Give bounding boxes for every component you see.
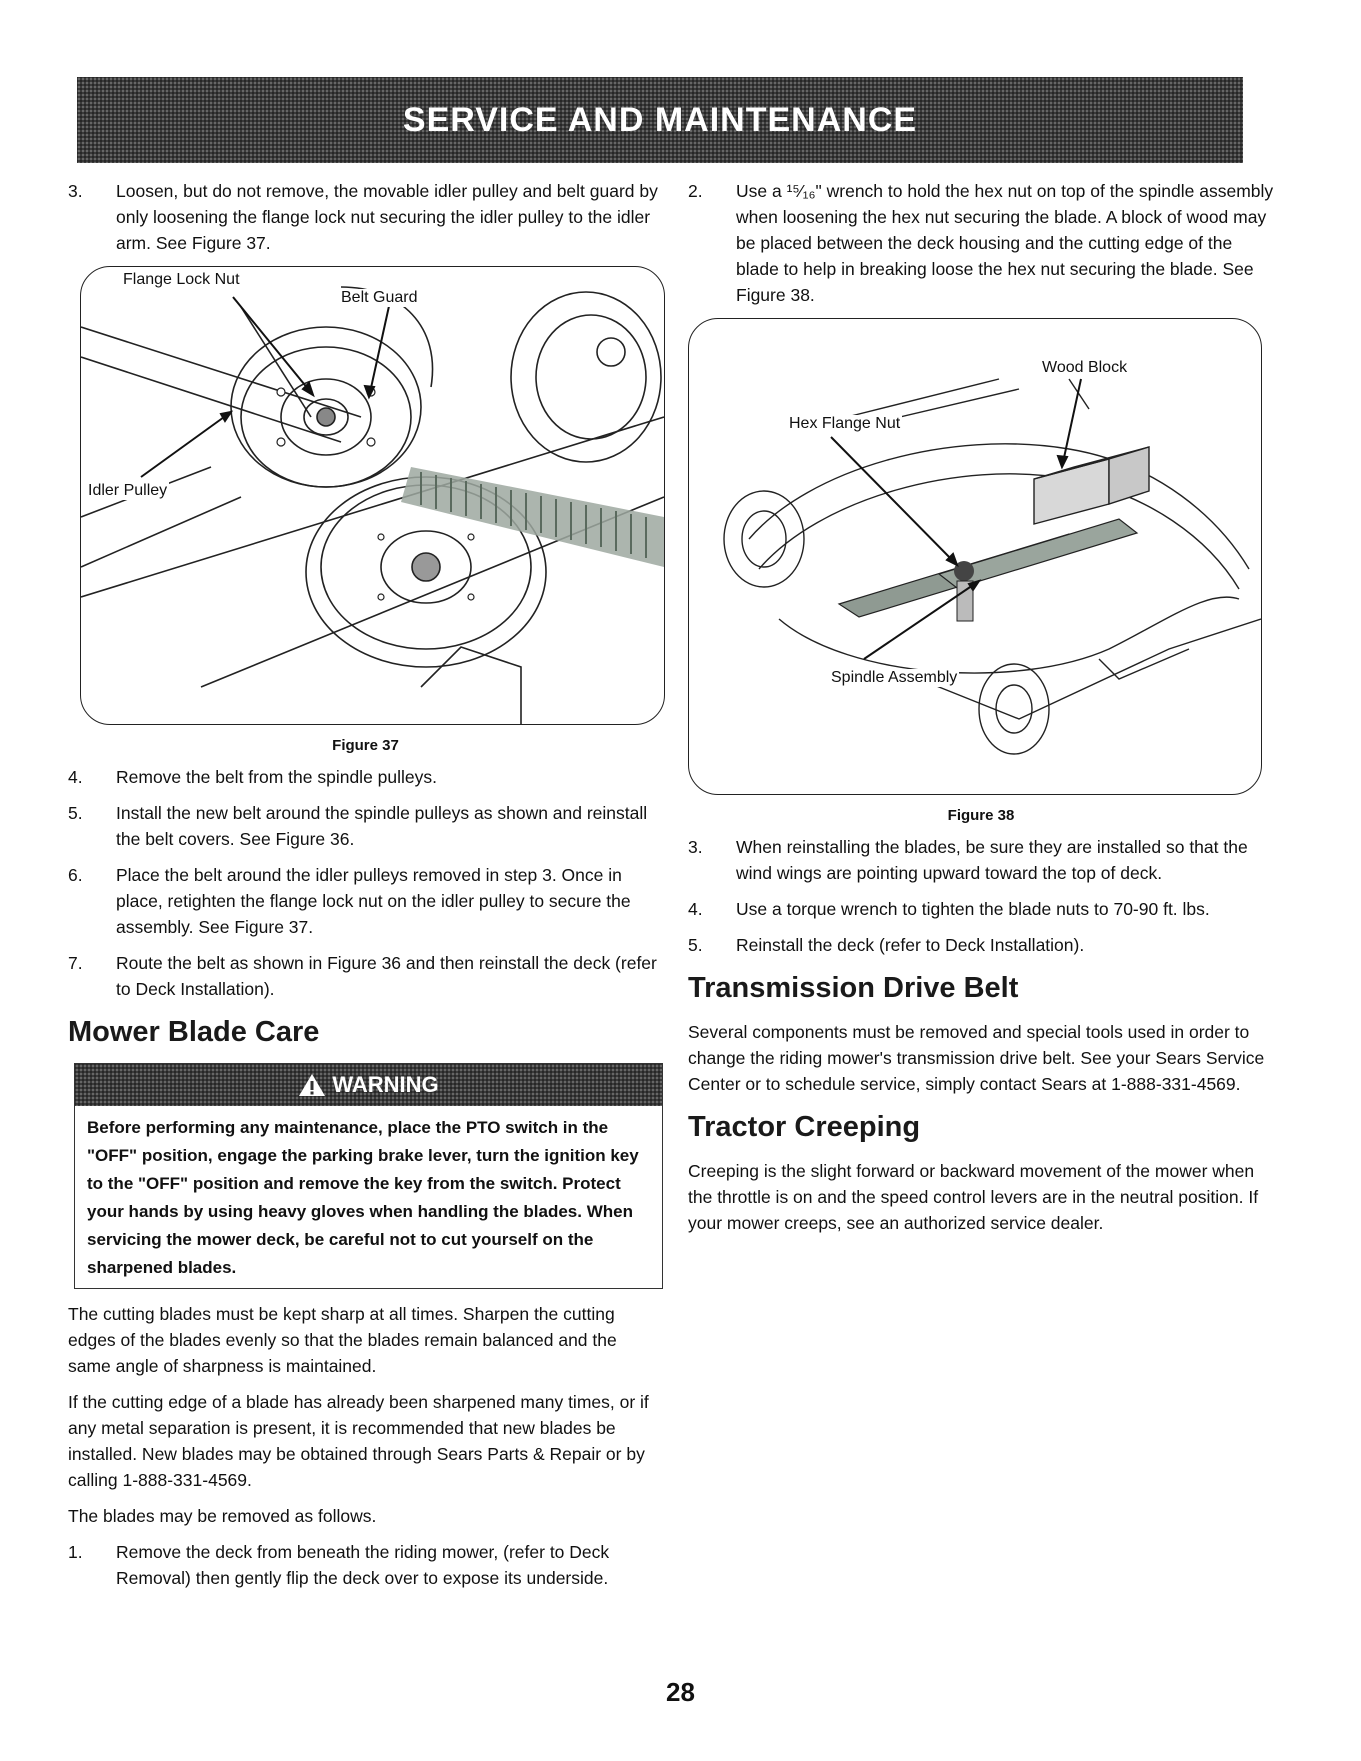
step-1 xyxy=(68,1539,663,1591)
warning-box xyxy=(74,1063,663,1289)
right-column xyxy=(688,178,1274,1246)
callout-flange-lock-nut: Flange Lock Nut xyxy=(123,271,240,288)
callout-idler-pulley: Idler Pulley xyxy=(88,482,168,499)
step-5 xyxy=(68,800,663,852)
step-number: 5. xyxy=(68,803,83,823)
step-number: 4. xyxy=(68,767,83,787)
step-5 xyxy=(688,932,1274,958)
mower-deck-illustration xyxy=(689,319,1261,794)
section-title: SERVICE AND MAINTENANCE xyxy=(402,100,918,139)
step-number: 6. xyxy=(68,865,83,885)
step-7 xyxy=(68,950,663,1002)
callout-hex-flange-nut: Hex Flange Nut xyxy=(789,415,901,432)
step-text: When reinstalling the blades, be sure they are installed so that the wind wings are pointing upward toward the top of deck. xyxy=(736,837,1248,883)
warning-text: Before performing any maintenance, place the PTO switch in the "OFF" position, engage the parking brake lever, turn the ignition key to the "OFF" position and remove the key from the switch. Protect your hands by using heavy gloves when handling the blades. When servicing the mower deck, be careful not to cut yourself on the sharpened blades. xyxy=(87,1118,639,1277)
step-text: Install the new belt around the spindle pulleys as shown and reinstall the belt covers. See Figure 36. xyxy=(116,803,648,849)
paragraph: The blades may be removed as follows. xyxy=(68,1506,377,1526)
figure-37 xyxy=(80,266,665,725)
step-3 xyxy=(68,178,663,256)
step-6 xyxy=(68,862,663,940)
warning-triangle-icon xyxy=(298,1073,326,1097)
left-column xyxy=(68,178,663,1601)
heading-tractor-creeping: Tractor Creeping xyxy=(688,1111,921,1143)
step-4 xyxy=(68,764,663,790)
step-text: Reinstall the deck (refer to Deck Installation). xyxy=(736,935,1085,955)
step-3 xyxy=(688,834,1274,886)
step-2 xyxy=(688,178,1274,308)
step-text: Loosen, but do not remove, the movable idler pulley and belt guard by only loosening the flange lock nut securing the idler pulley to the idler arm. See Figure 37. xyxy=(116,181,658,253)
section-header-bar xyxy=(77,77,1243,163)
step-text: Use a ¹⁵⁄₁₆" wrench to hold the hex nut on top of the spindle assembly when loosening the hex nut securing the blade. A block of wood may be placed between the deck housing and the cutting edge of the blade to help in breaking loose the hex nut securing the blade. See Figure 38. xyxy=(736,181,1274,305)
warning-header xyxy=(75,1064,662,1106)
step-text: Route the belt as shown in Figure 36 and then reinstall the deck (refer to Deck Installation). xyxy=(116,953,657,999)
figure-37-caption: Figure 37 xyxy=(332,737,399,754)
step-text: Remove the belt from the spindle pulleys. xyxy=(116,767,437,787)
step-number: 7. xyxy=(68,953,83,973)
callout-spindle-assembly: Spindle Assembly xyxy=(831,669,958,686)
callout-wood-block: Wood Block xyxy=(1042,359,1128,376)
figure-38-caption: Figure 38 xyxy=(947,807,1015,824)
step-number: 3. xyxy=(68,181,83,201)
heading-transmission-drive-belt: Transmission Drive Belt xyxy=(688,972,1019,1004)
figure-38 xyxy=(688,318,1262,795)
paragraph: If the cutting edge of a blade has already been sharpened many times, or if any metal separation is present, it is recommended that new blades be installed. New blades may be obtained through Sears Parts & Repair or by calling 1-888-331-4569. xyxy=(68,1392,649,1490)
step-text: Place the belt around the idler pulleys removed in step 3. Once in place, retighten the flange lock nut on the idler pulley to secure the assembly. See Figure 37. xyxy=(116,865,631,937)
step-number: 1. xyxy=(68,1542,83,1562)
step-number: 5. xyxy=(688,935,703,955)
warning-title: WARNING xyxy=(332,1072,439,1097)
step-number: 4. xyxy=(688,899,703,919)
paragraph: The cutting blades must be kept sharp at all times. Sharpen the cutting edges of the blades evenly so that the blades remain balanced and the same angle of sharpness is maintained. xyxy=(68,1304,617,1376)
paragraph: Creeping is the slight forward or backward movement of the mower when the throttle is on and the speed control levers are in the neutral position. If your mower creeps, see an authorized service dealer. xyxy=(688,1161,1259,1233)
step-4 xyxy=(688,896,1274,922)
page-number: 28 xyxy=(666,1677,695,1707)
step-number: 2. xyxy=(688,181,703,201)
paragraph: Several components must be removed and special tools used in order to change the riding mower's transmission drive belt. See your Sears Service Center or to schedule service, simply contact Sears at 1-888-331-4569. xyxy=(688,1022,1265,1094)
step-number: 3. xyxy=(688,837,703,857)
callout-belt-guard: Belt Guard xyxy=(341,289,418,306)
step-text: Remove the deck from beneath the riding mower, (refer to Deck Removal) then gently flip the deck over to expose its underside. xyxy=(116,1542,610,1588)
heading-mower-blade-care: Mower Blade Care xyxy=(68,1016,320,1048)
step-text: Use a torque wrench to tighten the blade nuts to 70-90 ft. lbs. xyxy=(736,899,1210,919)
